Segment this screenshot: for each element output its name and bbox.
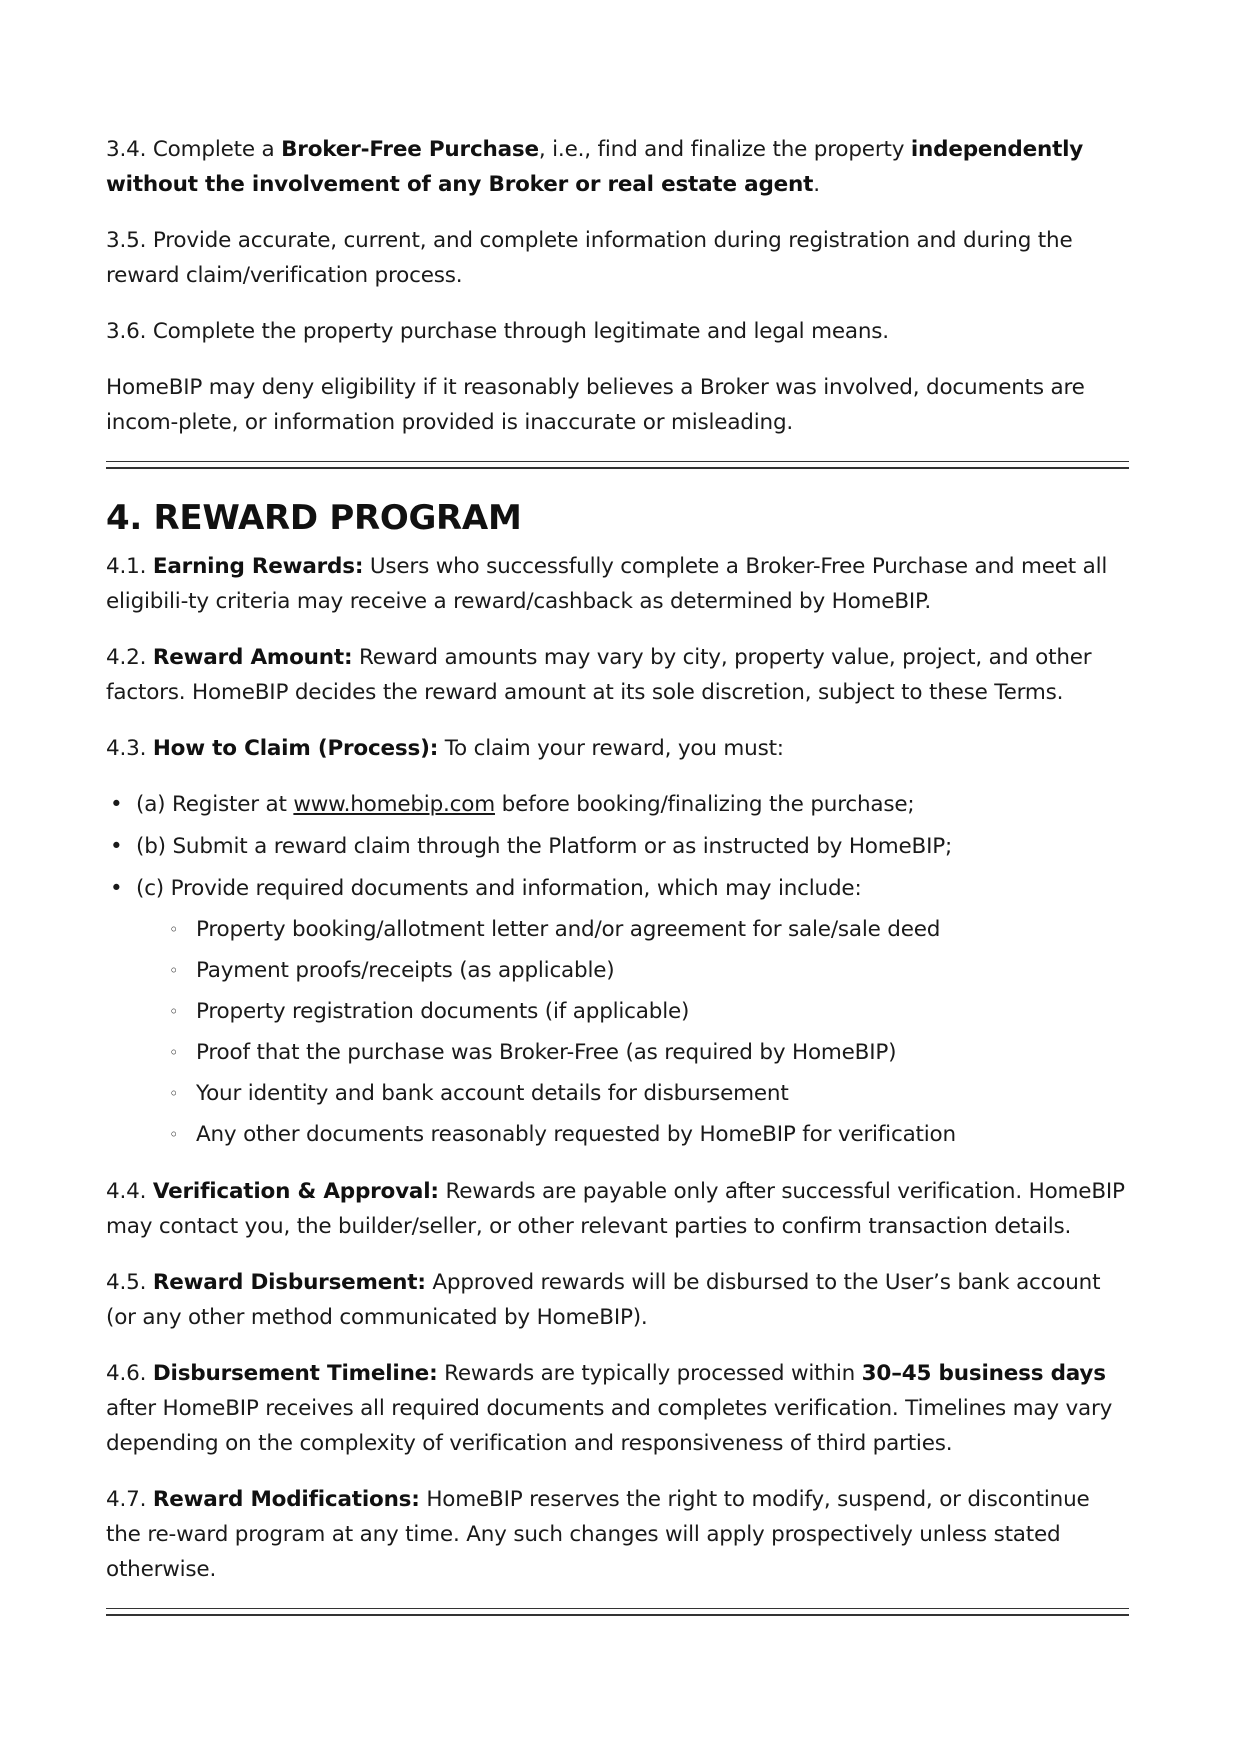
clause-4-7: 4.7. Reward Modifications: HomeBIP reserves the right to modify, suspend, or discontinue the re-ward program at any time. Any such changes will apply prospectively unless stated otherwise. — [106, 1487, 1090, 1582]
section-heading-reward-program: 4. REWARD PROGRAM — [106, 498, 522, 538]
section-divider — [106, 1608, 1129, 1616]
section-divider — [106, 461, 1129, 469]
clause-4-3: 4.3. How to Claim (Process): To claim your reward, you must: — [106, 736, 784, 761]
claim-steps-list — [106, 787, 1129, 1152]
clause-3-6: 3.6. Complete the property purchase through legitimate and legal means. — [106, 319, 889, 344]
required-documents-list — [136, 912, 1129, 1152]
homebip-website-link[interactable]: www.homebip.com — [293, 792, 495, 817]
list-item: ◦ Your identity and bank account details for disbursement — [166, 1076, 1129, 1111]
clause-4-4: 4.4. Verification & Approval: Rewards are payable only after successful verification. HomeBIP may contact you, the builder/seller, or other relevant parties to confirm transaction details. — [106, 1179, 1125, 1239]
clause-4-2: 4.2. Reward Amount: Reward amounts may vary by city, property value, project, and other factors. HomeBIP decides the reward amount at its sole discretion, subject to these Terms. — [106, 645, 1092, 705]
clause-3-4-bold-condition: independently without the involvement of any Broker or real estate agent — [106, 137, 1084, 197]
list-item: ◦ Proof that the purchase was Broker-Free (as required by HomeBIP) — [166, 1035, 1129, 1070]
clause-3-4-bold-term: Broker-Free Purchase — [281, 137, 539, 162]
list-item: ◦ Payment proofs/receipts (as applicable) — [166, 953, 1129, 988]
claim-step-c: • (c) Provide required documents and information, which may include: ◦ Property booking/allotment letter and/or agreement for sale/sale deed ◦ Payment proofs/receipts (as applicable) ◦ Property registration documents (if applicable) ◦ Proof that the purchase was Broker-Free (as required by HomeBIP) ◦ Your identity and bank account details for disbursement ◦ Any other documents reasonably requested by HomeBIP for verification — [106, 871, 1129, 1152]
clause-3-4: 3.4. Complete a Broker-Free Purchase, i.e., find and finalize the property independently without the involvement of any Broker or real estate agent. — [106, 137, 1084, 197]
clause-4-1: 4.1. Earning Rewards: Users who successfully complete a Broker-Free Purchase and meet all eligibili-ty criteria may receive a reward/cashback as determined by HomeBIP. — [106, 554, 1108, 614]
clause-3-5: 3.5. Provide accurate, current, and complete information during registration and during the reward claim/verification process. — [106, 228, 1073, 288]
eligibility-note: HomeBIP may deny eligibility if it reasonably believes a Broker was involved, documents are incom-plete, or information provided is inaccurate or misleading. — [106, 375, 1085, 435]
claim-step-a: • (a) Register at www.homebip.com before booking/finalizing the purchase; — [106, 787, 1129, 822]
timeline-days: 30–45 business days — [861, 1361, 1106, 1386]
clause-4-6: 4.6. Disbursement Timeline: Rewards are typically processed within 30–45 business days after HomeBIP receives all required documents and completes verification. Timelines may vary depending on the complexity of verification and responsiveness of third parties. — [106, 1361, 1113, 1456]
claim-step-b: • (b) Submit a reward claim through the Platform or as instructed by HomeBIP; — [106, 829, 1129, 864]
list-item: ◦ Property booking/allotment letter and/or agreement for sale/sale deed — [166, 912, 1129, 947]
clause-4-5: 4.5. Reward Disbursement: Approved rewards will be disbursed to the User’s bank account (or any other method communicated by HomeBIP). — [106, 1270, 1101, 1330]
list-item: ◦ Any other documents reasonably requested by HomeBIP for verification — [166, 1117, 1129, 1152]
list-item: ◦ Property registration documents (if applicable) — [166, 994, 1129, 1029]
